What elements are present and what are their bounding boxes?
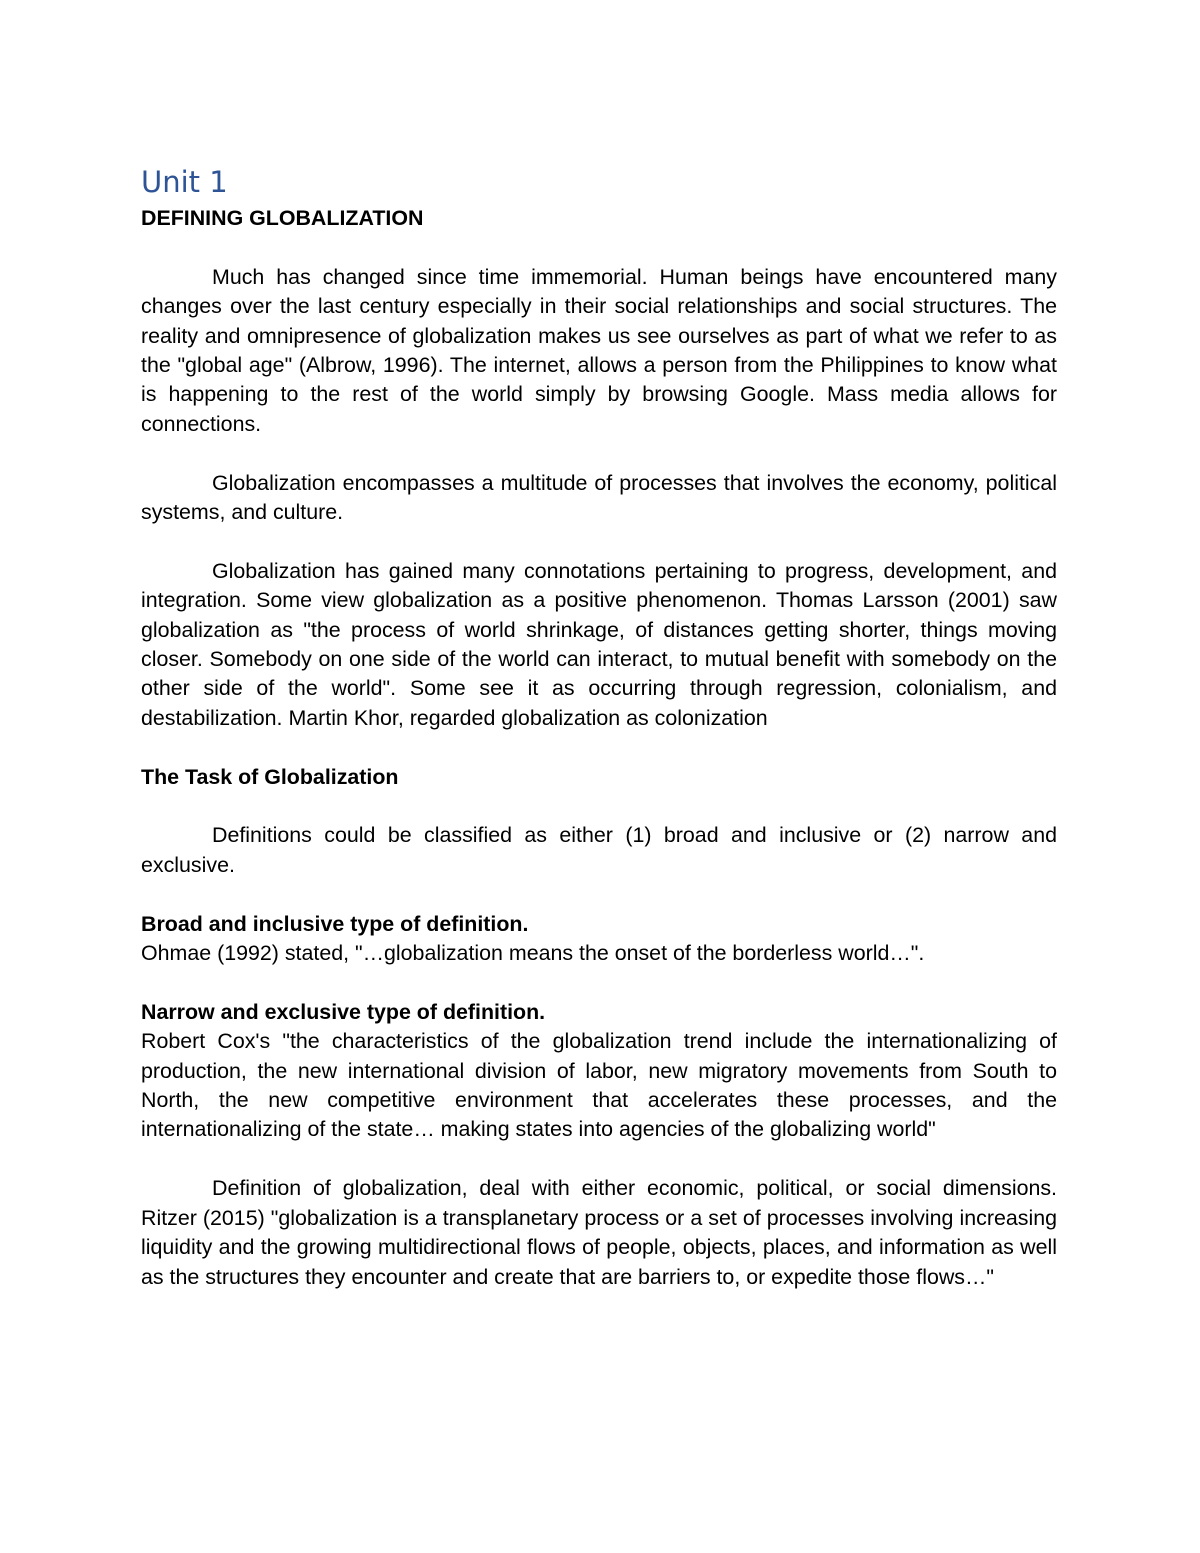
intro-paragraph: Much has changed since time immemorial. Human beings have encountered many changes over the last century especially in their social relationships and social structures. The reality and omnipresence of globalization makes us see ourselves as part of what we refer to as the "global age" (Albrow, 1996). The internet, allows a person from the Philippines to know what is happening to the rest of the world simply by browsing Google. Mass media allows for connections. — [141, 264, 1057, 436]
dimensions-paragraph: Definition of globalization, deal with either economic, political, or social dimensions. Ritzer (2015) "globalization is a transplanetary process or a set of processes involving increasing liquidity and the growing multidirectional flows of people, objects, places, and information as well as the structures they encounter and create that are barriers to, or expedite those flows…" — [141, 1176, 1057, 1289]
spacer — [141, 880, 1057, 909]
document-page — [141, 160, 1057, 1292]
spacer — [141, 527, 1057, 556]
spacer — [141, 792, 1057, 821]
spacer — [141, 1145, 1057, 1174]
unit-title: Unit 1 — [141, 165, 228, 199]
broad-definition-heading: Broad and inclusive type of definition. — [141, 911, 529, 936]
definitions-paragraph: Definitions could be classified as either (1) broad and inclusive or (2) narrow and exclusive. — [141, 823, 1057, 877]
narrow-definition-text: Robert Cox's "the characteristics of the globalization trend include the internationalizing of production, the new international division of labor, new migratory movements from South to North, the new competitive environment that accelerates these processes, and the internationalizing of the state… making states into agencies of the globalizing world" — [141, 1029, 1057, 1142]
broad-definition-text: Ohmae (1992) stated, "…globalization means the onset of the borderless world…". — [141, 941, 925, 966]
narrow-definition-heading: Narrow and exclusive type of definition. — [141, 999, 546, 1024]
spacer — [141, 233, 1057, 262]
spacer — [141, 733, 1057, 762]
encompasses-paragraph: Globalization encompasses a multitude of processes that involves the economy, political systems, and culture. — [141, 470, 1057, 525]
spacer — [141, 968, 1057, 997]
main-heading: DEFINING GLOBALIZATION — [141, 206, 424, 230]
task-heading: The Task of Globalization — [141, 764, 399, 789]
connotations-paragraph: Globalization has gained many connotations pertaining to progress, development, and integration. Some view globalization as a positive phenomenon. Thomas Larsson (2001) saw globalization as "the process of world shrinkage, of distances getting shorter, things moving closer. Somebody on one side of the world can interact, to mutual benefit with somebody on the other side of the world". Some see it as occurring through regression, colonialism, and destabilization. Martin Khor, regarded globalization as colonization — [141, 558, 1057, 730]
spacer — [141, 439, 1057, 468]
